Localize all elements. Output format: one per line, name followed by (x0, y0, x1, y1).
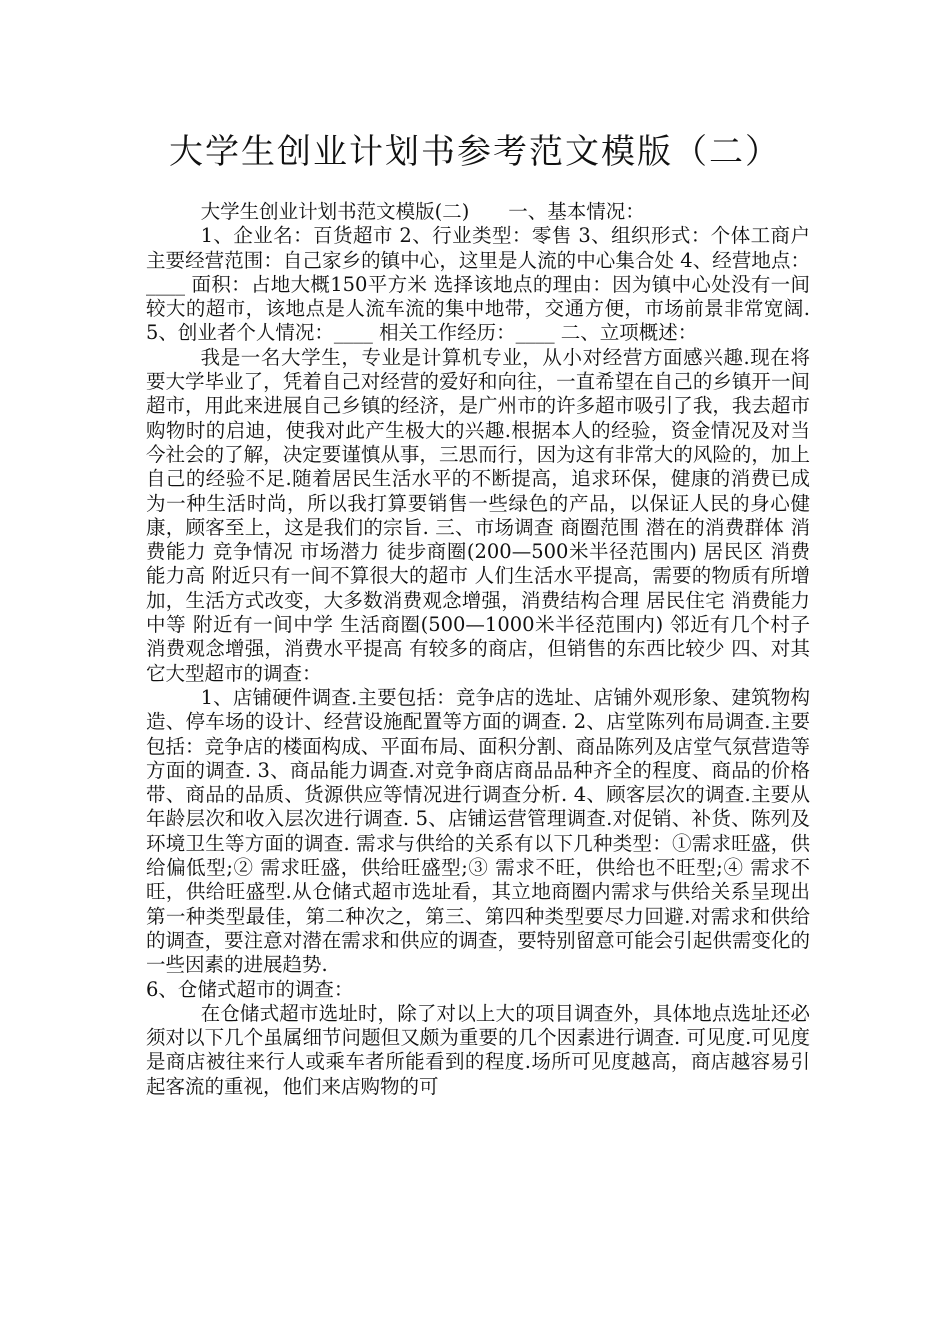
document-title: 大学生创业计划书参考范文模版（二） (169, 132, 781, 172)
paragraph-warehouse-site: 在仓储式超市选址时，除了对以上大的项目调查外，具体地点选址还必须对以下几个虽属细节问题但又颇为重要的几个因素进行调查. 可见度.可见度是商店被往来行人或乘车者所能看到的程度.场所可见度越高，商店越容易引起客流的重视，他们来店购物的可 (146, 1001, 810, 1098)
paragraph-intro: 大学生创业计划书范文模版(二) 一、基本情况： (200, 200, 645, 223)
paragraph-basic-info: 1、企业名：百货超市 2、行业类型：零售 3、组织形式：个体工商户 主要经营范围：自己家乡的镇中心，这里是人流的中心集合处 4、经营地点：____ 面积：占地大概150平方米 选择该地点的理由：因为镇中心处没有一间较大的超市，该地点是人流车流的集中地带，交通方便，市场前景非常宽阔. 5、创业者个人情况：____ 相关工作经历：____ 二、立项概述： (146, 224, 810, 345)
paragraph-project-overview: 我是一名大学生，专业是计算机专业，从小对经营方面感兴趣.现在将要大学毕业了，凭着自己对经营的爱好和向往，一直希望在自己的乡镇开一间超市，用此来进展自己乡镇的经济，是广州市的许多超市吸引了我，我去超市购物时的启迪，使我对此产生极大的兴趣.根据本人的经验，资金情况及对当今社会的了解，决定要谨慎从事，三思而行，因为这有非常大的风险的，加上自己的经验不足.随着居民生活水平的不断提高，追求环保，健康的消费已成为一种生活时尚，所以我打算要销售一些绿色的产品，以保证人民的身心健康，顾客至上，这是我们的宗旨. 三、市场调查 商圈范围 潜在的消费群体 消费能力 竞争情况 市场潜力 徒步商圈(200—500米半径范围内) 居民区 消费能力高 附近只有一间不算很大的超市 人们生活水平提高，需要的物质有所增加，生活方式改变，大多数消费观念增强，消费结构合理 居民住宅 消费能力中等 附近有一间中学 生活商圈(500—1000米半径范围内) 邻近有几个村子 消费观念增强，消费水平提高 有较多的商店，但销售的东西比较少 四、对其它大型超市的调查： (146, 345, 810, 685)
paragraph-warehouse-heading: 6、仓储式超市的调查： (146, 977, 354, 1001)
paragraph-competitor-survey: 1、店铺硬件调查.主要包括：竞争店的选址、店铺外观形象、建筑物构造、停车场的设计、经营设施配置等方面的调查. 2、店堂陈列布局调查.主要包括：竞争店的楼面构成、平面布局、面积分割、商品陈列及店堂气氛营造等方面的调查. 3、商品能力调查.对竞争商店商品品种齐全的程度、商品的价格带、商品的品质、货源供应等情况进行调查分析. 4、顾客层次的调查.主要从年龄层次和收入层次进行调查. 5、店铺运营管理调查.对促销、补货、陈列及环境卫生等方面的调查. 需求与供给的关系有以下几种类型：①需求旺盛，供给偏低型;② 需求旺盛，供给旺盛型;③ 需求不旺，供给也不旺型;④ 需求不旺，供给旺盛型.从仓储式超市选址看，其立地商圈内需求与供给关系呈现出第一种类型最佳，第二种次之，第三、第四种类型要尽力回避.对需求和供给的调查，要注意对潜在需求和供应的调查，要特别留意可能会引起供需变化的一些因素的进展趋势. (146, 685, 810, 977)
document-body (146, 200, 810, 1099)
